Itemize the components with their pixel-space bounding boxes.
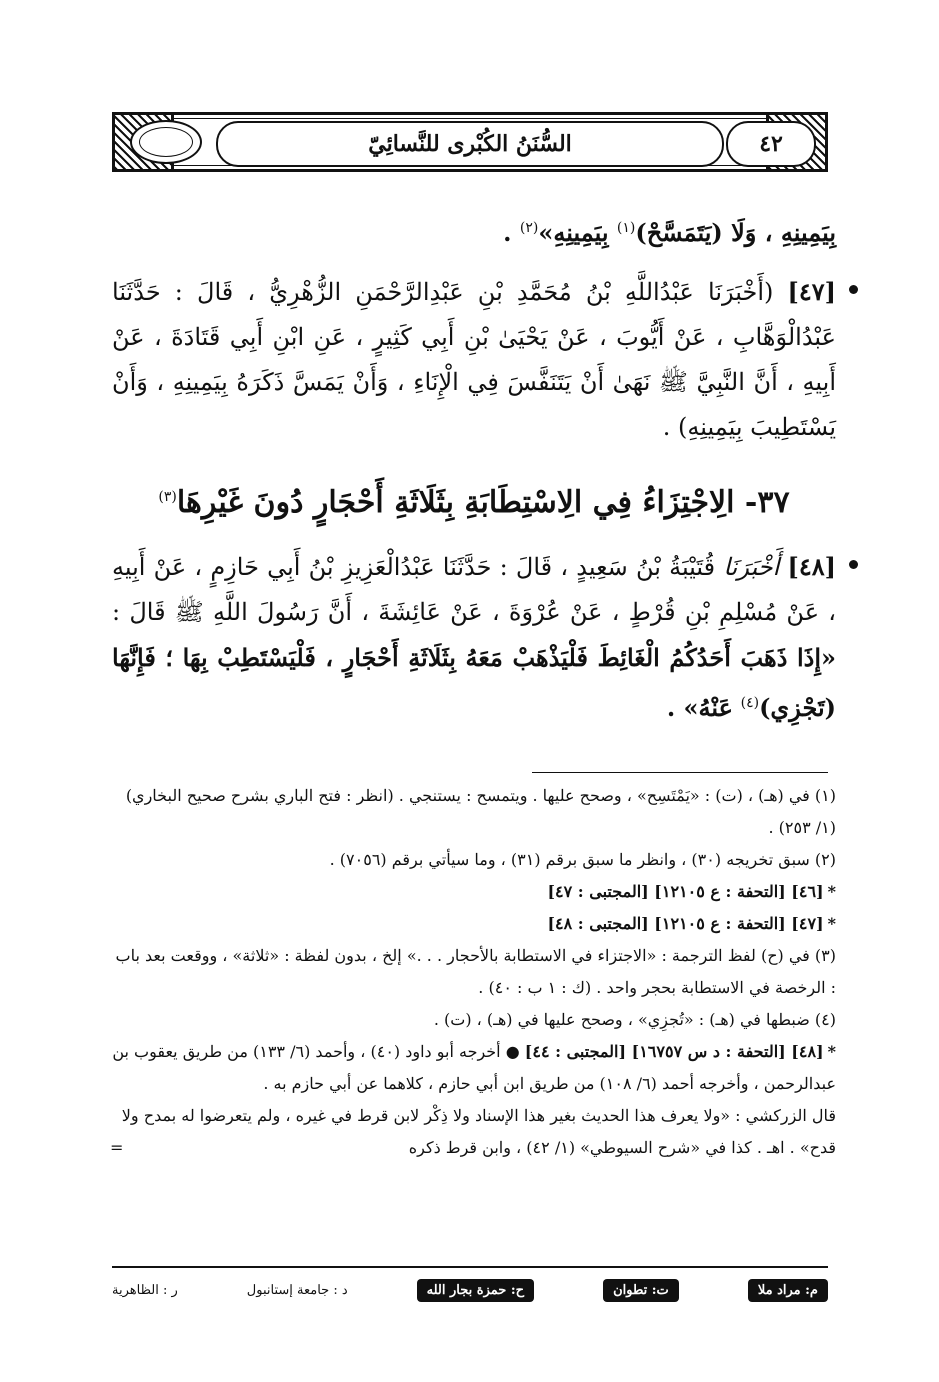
hadith-number: [٤٧] bbox=[787, 277, 836, 306]
source-text: [٤٨] [التحفة : د س ١٦٧٥٧] [المجتبى : ٤٤] bbox=[524, 1042, 824, 1061]
hadith-48 bbox=[112, 544, 836, 731]
footnote-1 bbox=[112, 780, 836, 844]
footnote-3 bbox=[112, 940, 836, 1004]
takhrij-text: ● أخرجه أبو داود (٤٠) ، وأحمد (٦/ ١٣٣) من طريق يعقوب بن عبدالرحمن ، وأخرجه أحمد (٦/ ١٠٨) من طريق ابن أبي حازم ، كلاهما عن أبي حازم به . bbox=[112, 1042, 836, 1093]
source-note-47 bbox=[112, 908, 836, 940]
continuation-text: بِيَمِينِهِ» bbox=[538, 218, 609, 247]
source-text: [٤٧] [التحفة : ع ١٢١٠٥] [المجتبى : ٤٨] bbox=[547, 914, 824, 933]
hadith-text: (أَخْبَرَنَا عَبْدُاللَّهِ بْنُ مُحَمَّدِ بْنِ عَبْدِالرَّحْمَنِ الزُّهْرِيُّ ، قَالَ : حَدَّثَنَا عَبْدُالْوَهَّابِ ، عَنْ أَيُّوبَ ، عَنْ يَحْيَىٰ بْنِ أَبِي كَثِيرٍ ، عَنِ ابْنِ أَبِي قَتَادَةَ ، عَنْ أَبِيهِ ، أَنَّ النَّبِيَّ ﷺ نَهَىٰ أَنْ يَتَنَفَّسَ فِي الْإِنَاءِ ، وَأَنْ يَمَسَّ ذَكَرَهُ بِيَمِينِهِ ، وَأَنْ يَسْتَطِيبَ بِيَمِينِهِ) . bbox=[112, 278, 836, 441]
source-note-46 bbox=[112, 876, 836, 908]
bullet-icon bbox=[849, 560, 858, 569]
asterisk-icon: * bbox=[827, 1042, 836, 1061]
hadith-quote: عَنْهُ» . bbox=[666, 693, 733, 722]
manuscript-badge-t: ت: تطوان bbox=[603, 1279, 679, 1302]
header-rule bbox=[112, 112, 828, 115]
footnotes bbox=[112, 780, 836, 1164]
asterisk-icon: * bbox=[827, 914, 836, 933]
source-note-48 bbox=[112, 1036, 836, 1100]
footnote-ref: (٢) bbox=[519, 220, 539, 236]
continuation-text: بِيَمِينِهِ ، وَلَا (يَتَمَسَّحْ) bbox=[635, 218, 836, 247]
page-number-frame bbox=[726, 121, 816, 167]
footnote-text: (٣) في (ح) لفظ الترجمة : «الاجتزاء في الاستطابة بالأحجار . . .» إلخ ، بدون لفظة : «ثلاثة» ، ووقعت بعد باب : الرخصة في الاستطابة بحجر واحد . (ك : ١ ب : ٤٠) . bbox=[115, 946, 836, 997]
manuscript-badge-m: م: مراد ملا bbox=[748, 1279, 828, 1302]
book-title-emblem-icon bbox=[130, 120, 202, 164]
header-title-frame bbox=[216, 121, 724, 167]
book-title: السُّنَنُ الكُبْرى للنَّسائِيّ bbox=[368, 131, 572, 157]
page-number: ٤٢ bbox=[759, 131, 783, 157]
main-text bbox=[112, 206, 836, 741]
footnote-ref: (١) bbox=[616, 220, 636, 236]
footnote-text: قال الزركشي : «ولا يعرف هذا الحديث بغير هذا الإسناد ولا ذِكْر لابن قرط في غيره ، ولم يتعرضوا له بمدح ولا قدح» . اهـ . كذا في «شرح السيوطي» (١/ ٤٢) ، وابن قرط ذكره bbox=[121, 1106, 836, 1157]
manuscript-legend bbox=[112, 1274, 828, 1306]
narration-word: أَخْبَرَنَا bbox=[723, 553, 780, 581]
bullet-icon bbox=[849, 285, 858, 294]
chapter-heading bbox=[112, 472, 836, 528]
hadith-number: [٤٨] bbox=[787, 552, 836, 581]
footnote-text: (٤) ضبطها في (هـ) : «تُجزِي» ، وصحح عليها في (هـ) ، (ت) . bbox=[433, 1010, 836, 1029]
bottom-rule bbox=[112, 1266, 828, 1268]
manuscript-label-d: د : جامعة إستانبول bbox=[246, 1282, 348, 1298]
source-text: [٤٦] [التحفة : ع ١٢١٠٥] [المجتبى : ٤٧] bbox=[547, 882, 824, 901]
header-rule bbox=[112, 118, 828, 119]
page-header bbox=[112, 112, 828, 172]
hadith-text: قُتَيْبَةُ بْنُ سَعِيدٍ ، قَالَ : حَدَّثَنَا عَبْدُالْعَزِيزِ بْنُ أَبِي حَازِمٍ ، عَنْ أَبِيهِ ، عَنْ مُسْلِمِ بْنِ قُرْطٍ ، عَنْ عُرْوَةَ ، عَنْ عَائِشَةَ ، أَنَّ رَسُولَ اللَّهِ ﷺ قَالَ : bbox=[112, 553, 836, 626]
footnote-text: (١) في (هـ) ، (ت) : «يَمْتَسِح» ، وصحح عليها . ويتمسح : يستنجي . (انظر : فتح الباري بشرح صحيح البخاري) (١/ ٢٥٣) . bbox=[125, 786, 836, 837]
header-rule bbox=[112, 169, 828, 172]
manuscript-badge-h: ح: حمزة بجار الله bbox=[417, 1279, 534, 1302]
hadith-47 bbox=[112, 269, 836, 450]
footnote-2 bbox=[112, 844, 836, 876]
hadith-quote: «إِذَا ذَهَبَ أَحَدُكُمُ الْغَائِطَ فَلْيَذْهَبْ مَعَهُ بِثَلَاثَةِ أَحْجَارٍ ، فَلْيَسْتَطِبْ بِهَا ؛ فَإِنَّهَا (تَجْزِي) bbox=[112, 643, 836, 722]
continuation-mark: = bbox=[110, 1138, 124, 1157]
footnote-ref: (٤) bbox=[740, 695, 760, 711]
continuation-line bbox=[112, 206, 836, 255]
footnote-ref: (٣) bbox=[158, 489, 177, 505]
continuation-text: . bbox=[503, 218, 512, 247]
footnote-4 bbox=[112, 1004, 836, 1036]
footnote-text: (٢) سبق تخريجه (٣٠) ، وانظر ما سبق برقم (٣١) ، وما سيأتي برقم (٧٠٥٦) . bbox=[329, 850, 836, 869]
asterisk-icon: * bbox=[827, 882, 836, 901]
chapter-title: ٣٧- الِاجْتِزَاءُ فِي الِاسْتِطَابَةِ بِثَلَاثَةِ أَحْجَارٍ دُونَ غَيْرِهَا bbox=[176, 485, 790, 520]
zarkashi-note bbox=[112, 1100, 836, 1164]
footnote-separator bbox=[532, 772, 828, 773]
manuscript-label-r: ر : الظاهرية bbox=[112, 1282, 178, 1298]
